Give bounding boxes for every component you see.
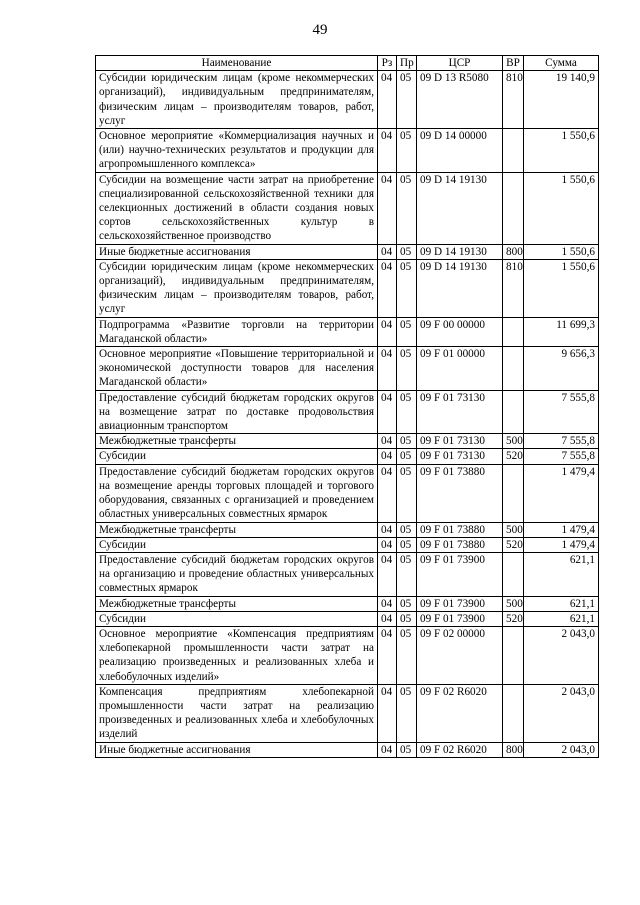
cell-name: Субсидии юридическим лицам (кроме некоммерческих организаций), индивидуальным предпринимателям, физическим лицам – производителям товаров, работ, услуг (96, 71, 378, 129)
cell-pr: 05 (397, 259, 417, 317)
table-row (96, 611, 599, 626)
header-sum: Сумма (524, 56, 599, 71)
cell-csr: 09 F 02 R6020 (417, 742, 503, 757)
cell-name: Основное мероприятие «Повышение территориальной и экономической доступности товаров для населения Магаданской области» (96, 347, 378, 391)
cell-csr: 09 F 02 R6020 (417, 684, 503, 742)
cell-pr: 05 (397, 537, 417, 552)
cell-vr: 800 (503, 742, 524, 757)
cell-vr (503, 552, 524, 596)
cell-pr: 05 (397, 449, 417, 464)
header-pr: Пр (397, 56, 417, 71)
cell-name: Субсидии (96, 611, 378, 626)
cell-name: Основное мероприятие «Коммерциализация научных и (или) научно-технических результатов и продукции для агропромышленного комплекса» (96, 129, 378, 173)
cell-sum: 1 479,4 (524, 522, 599, 537)
cell-rz: 04 (378, 552, 397, 596)
cell-name: Субсидии (96, 537, 378, 552)
cell-rz: 04 (378, 611, 397, 626)
cell-csr: 09 F 02 00000 (417, 626, 503, 684)
cell-rz: 04 (378, 522, 397, 537)
cell-sum: 2 043,0 (524, 684, 599, 742)
cell-csr: 09 F 00 00000 (417, 317, 503, 346)
cell-vr: 810 (503, 71, 524, 129)
table-row (96, 347, 599, 391)
header-name: Наименование (96, 56, 378, 71)
cell-rz: 04 (378, 742, 397, 757)
cell-vr: 520 (503, 611, 524, 626)
cell-csr: 09 F 01 73880 (417, 522, 503, 537)
cell-pr: 05 (397, 742, 417, 757)
cell-rz: 04 (378, 259, 397, 317)
cell-csr: 09 F 01 73900 (417, 611, 503, 626)
cell-rz: 04 (378, 172, 397, 244)
cell-pr: 05 (397, 611, 417, 626)
cell-sum: 2 043,0 (524, 626, 599, 684)
table-row (96, 464, 599, 522)
cell-rz: 04 (378, 537, 397, 552)
cell-vr: 810 (503, 259, 524, 317)
cell-vr: 800 (503, 244, 524, 259)
cell-sum: 2 043,0 (524, 742, 599, 757)
cell-csr: 09 F 01 73900 (417, 596, 503, 611)
cell-vr: 520 (503, 537, 524, 552)
cell-rz: 04 (378, 390, 397, 434)
header-rz: Рз (378, 56, 397, 71)
cell-pr: 05 (397, 172, 417, 244)
table-row (96, 259, 599, 317)
cell-vr (503, 347, 524, 391)
cell-name: Основное мероприятие «Компенсация предприятиям хлебопекарной промышленности части затрат на реализацию произведенных и реализованных хлеба и хлебобулочных изделий» (96, 626, 378, 684)
cell-sum: 1 550,6 (524, 172, 599, 244)
cell-sum: 1 550,6 (524, 244, 599, 259)
table-row (96, 390, 599, 434)
cell-name: Предоставление субсидий бюджетам городских округов на организацию и проведение областных универсальных совместных ярмарок (96, 552, 378, 596)
cell-rz: 04 (378, 596, 397, 611)
cell-pr: 05 (397, 71, 417, 129)
cell-sum: 1 479,4 (524, 537, 599, 552)
cell-rz: 04 (378, 71, 397, 129)
cell-name: Предоставление субсидий бюджетам городских округов на возмещение аренды торговых площадей и торгового оборудования, связанных с организацией и проведением областных универсальных совместных ярмарок (96, 464, 378, 522)
table-row (96, 129, 599, 173)
cell-csr: 09 F 01 73130 (417, 449, 503, 464)
cell-rz: 04 (378, 449, 397, 464)
table-row (96, 626, 599, 684)
cell-sum: 1 479,4 (524, 464, 599, 522)
cell-vr (503, 684, 524, 742)
cell-pr: 05 (397, 434, 417, 449)
budget-table (95, 55, 599, 758)
table-row (96, 684, 599, 742)
cell-pr: 05 (397, 626, 417, 684)
cell-sum: 1 550,6 (524, 259, 599, 317)
cell-vr: 500 (503, 522, 524, 537)
cell-pr: 05 (397, 522, 417, 537)
cell-name: Иные бюджетные ассигнования (96, 244, 378, 259)
cell-vr (503, 626, 524, 684)
cell-csr: 09 D 14 00000 (417, 129, 503, 173)
cell-name: Предоставление субсидий бюджетам городских округов на возмещение затрат по доставке продовольствия авиационным транспортом (96, 390, 378, 434)
page-number: 49 (312, 22, 328, 38)
cell-csr: 09 F 01 73130 (417, 434, 503, 449)
cell-pr: 05 (397, 464, 417, 522)
cell-name: Подпрограмма «Развитие торговли на территории Магаданской области» (96, 317, 378, 346)
table-row (96, 552, 599, 596)
cell-sum: 621,1 (524, 552, 599, 596)
cell-sum: 1 550,6 (524, 129, 599, 173)
cell-rz: 04 (378, 464, 397, 522)
cell-rz: 04 (378, 626, 397, 684)
cell-name: Иные бюджетные ассигнования (96, 742, 378, 757)
cell-vr: 500 (503, 434, 524, 449)
cell-name: Субсидии (96, 449, 378, 464)
cell-pr: 05 (397, 390, 417, 434)
table-row (96, 71, 599, 129)
cell-name: Субсидии на возмещение части затрат на приобретение специализированной сельскохозяйственной техники для селекционных достижений в области создания новых сортов сельскохозяйственных культур в сельскохозяйственное производство (96, 172, 378, 244)
cell-csr: 09 D 13 R5080 (417, 71, 503, 129)
cell-pr: 05 (397, 244, 417, 259)
table-row (96, 434, 599, 449)
cell-name: Межбюджетные трансферты (96, 596, 378, 611)
cell-rz: 04 (378, 244, 397, 259)
table-row (96, 596, 599, 611)
table-row (96, 537, 599, 552)
cell-csr: 09 D 14 19130 (417, 244, 503, 259)
cell-vr (503, 172, 524, 244)
cell-name: Компенсация предприятиям хлебопекарной промышленности части затрат на реализацию произведенных и реализованных хлеба и хлебобулочных изделий (96, 684, 378, 742)
cell-sum: 19 140,9 (524, 71, 599, 129)
table-row (96, 742, 599, 757)
cell-rz: 04 (378, 317, 397, 346)
cell-pr: 05 (397, 129, 417, 173)
cell-name: Межбюджетные трансферты (96, 434, 378, 449)
table-row (96, 522, 599, 537)
table-row (96, 317, 599, 346)
cell-vr (503, 317, 524, 346)
cell-sum: 621,1 (524, 611, 599, 626)
cell-name: Субсидии юридическим лицам (кроме некоммерческих организаций), индивидуальным предпринимателям, физическим лицам – производителям товаров, работ, услуг (96, 259, 378, 317)
cell-sum: 621,1 (524, 596, 599, 611)
cell-rz: 04 (378, 434, 397, 449)
cell-pr: 05 (397, 684, 417, 742)
cell-pr: 05 (397, 347, 417, 391)
table-row (96, 449, 599, 464)
cell-pr: 05 (397, 552, 417, 596)
header-row (96, 56, 599, 71)
cell-csr: 09 F 01 00000 (417, 347, 503, 391)
cell-csr: 09 F 01 73900 (417, 552, 503, 596)
table-row (96, 172, 599, 244)
cell-sum: 11 699,3 (524, 317, 599, 346)
cell-csr: 09 D 14 19130 (417, 172, 503, 244)
cell-rz: 04 (378, 684, 397, 742)
cell-csr: 09 F 01 73880 (417, 537, 503, 552)
cell-pr: 05 (397, 317, 417, 346)
cell-sum: 7 555,8 (524, 434, 599, 449)
cell-pr: 05 (397, 596, 417, 611)
header-vr: ВР (503, 56, 524, 71)
header-csr: ЦСР (417, 56, 503, 71)
cell-sum: 7 555,8 (524, 449, 599, 464)
cell-vr (503, 390, 524, 434)
cell-vr: 520 (503, 449, 524, 464)
table-row (96, 244, 599, 259)
cell-sum: 7 555,8 (524, 390, 599, 434)
cell-vr: 500 (503, 596, 524, 611)
cell-vr (503, 129, 524, 173)
cell-rz: 04 (378, 347, 397, 391)
cell-csr: 09 F 01 73880 (417, 464, 503, 522)
cell-rz: 04 (378, 129, 397, 173)
cell-csr: 09 F 01 73130 (417, 390, 503, 434)
cell-name: Межбюджетные трансферты (96, 522, 378, 537)
cell-vr (503, 464, 524, 522)
cell-sum: 9 656,3 (524, 347, 599, 391)
cell-csr: 09 D 14 19130 (417, 259, 503, 317)
